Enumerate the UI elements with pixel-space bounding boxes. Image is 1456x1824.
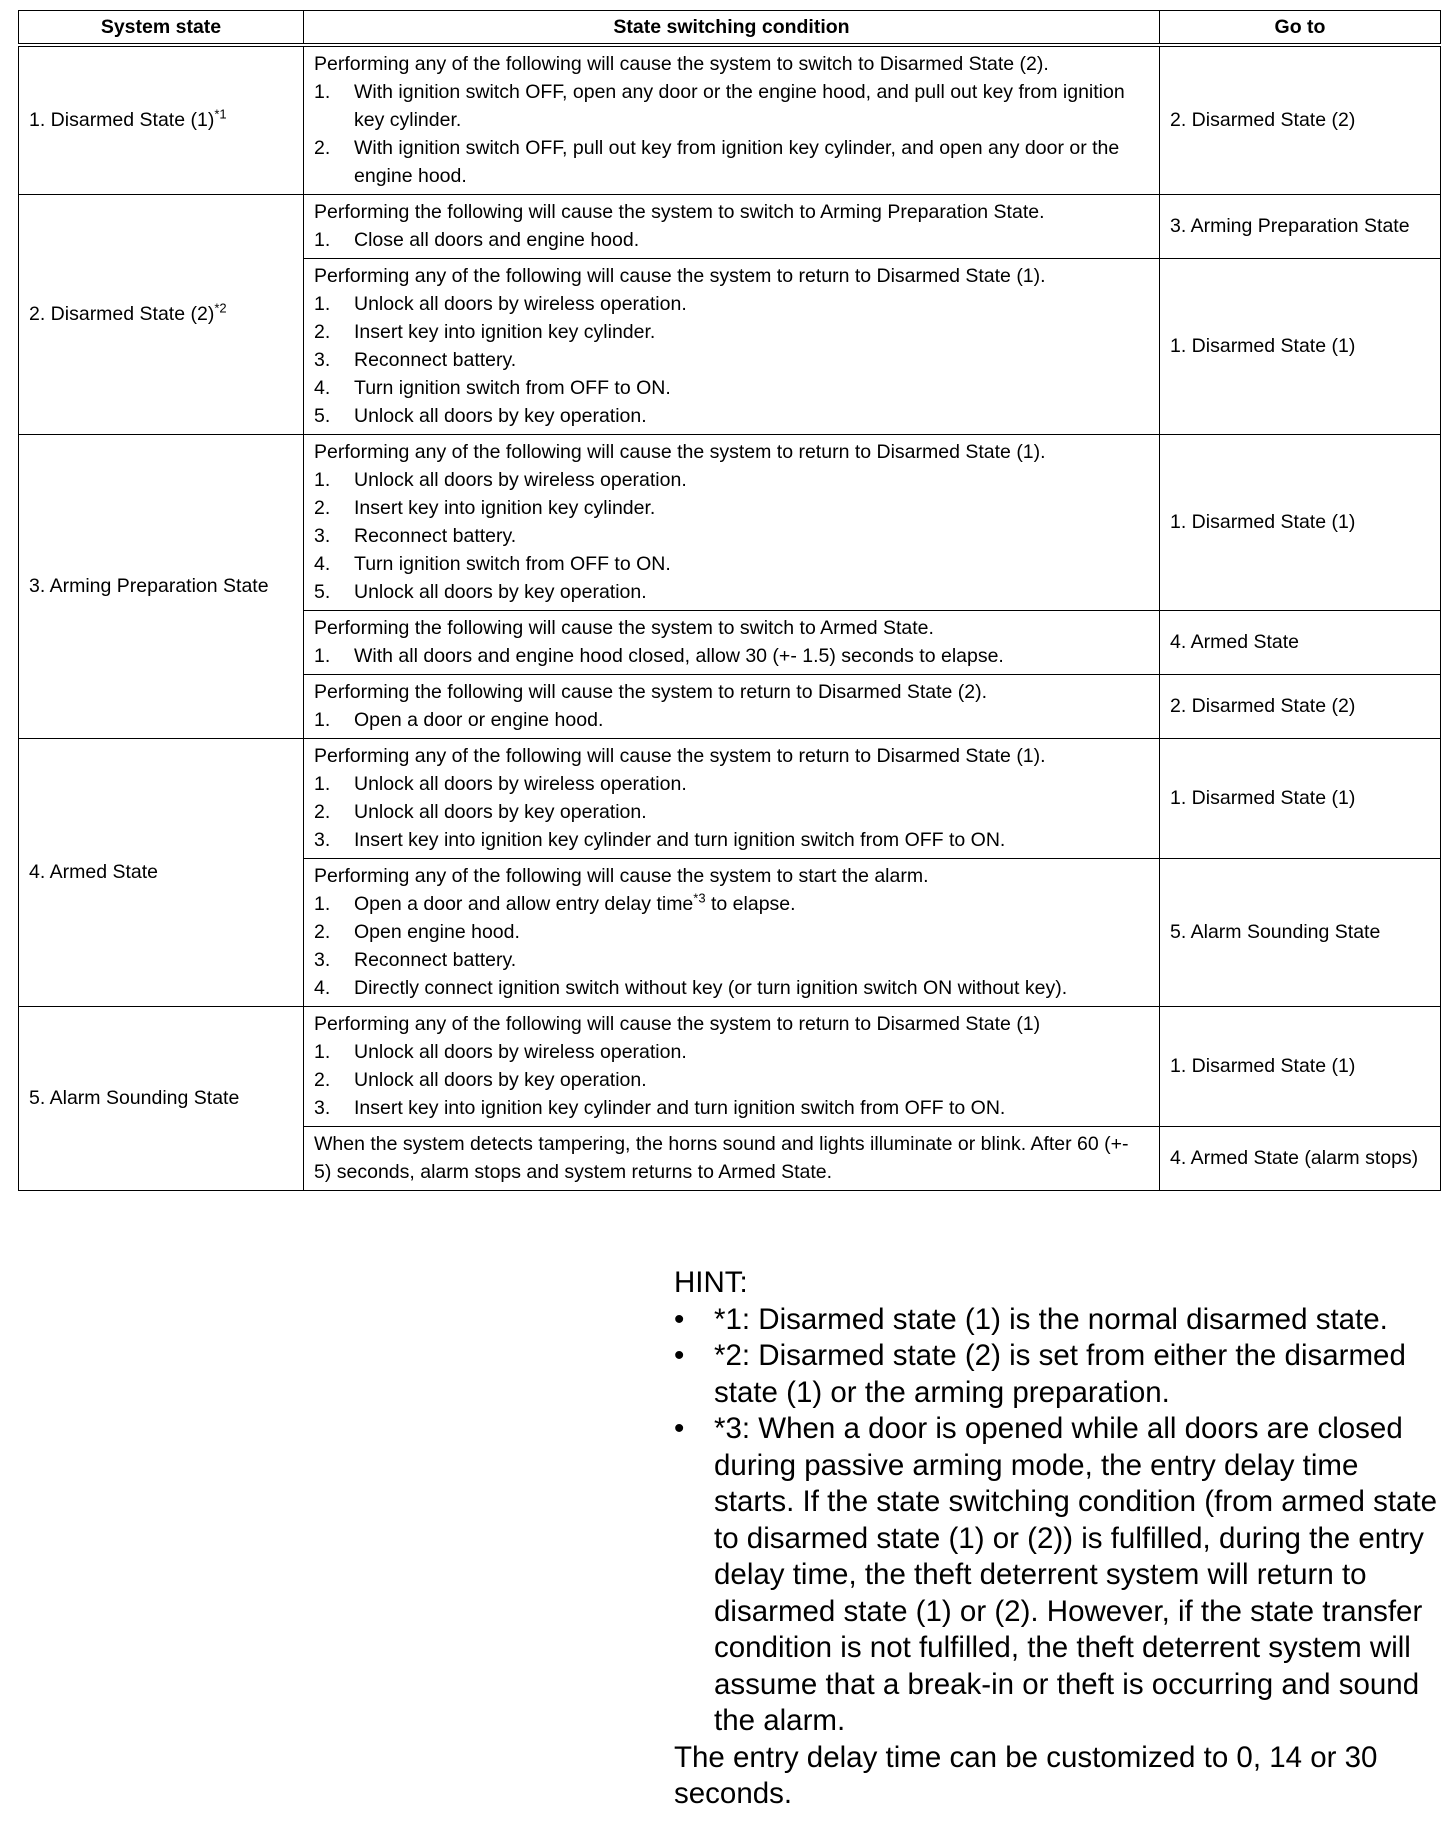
item-number: 5. <box>314 581 331 603</box>
state-label: 3. Arming Preparation State <box>29 575 269 597</box>
goto-cell: 3. Arming Preparation State <box>1160 195 1441 259</box>
state-cell <box>19 739 304 1007</box>
item-text: Turn ignition switch from OFF to ON. <box>354 377 671 399</box>
condition-cell <box>304 611 1160 675</box>
state-label: 2. Disarmed State (2) <box>29 303 215 325</box>
goto-cell: 1. Disarmed State (1) <box>1160 739 1441 859</box>
item-text: Reconnect battery. <box>354 525 517 547</box>
item-number: 3. <box>314 525 331 547</box>
condition-item <box>314 974 1149 1002</box>
condition-lead: Performing the following will cause the system to switch to Arming Preparation State. <box>314 201 1045 223</box>
goto-cell: 4. Armed State (alarm stops) <box>1160 1127 1441 1191</box>
item-text: Unlock all doors by wireless operation. <box>354 469 687 491</box>
item-text: Insert key into ignition key cylinder and turn ignition switch from OFF to ON. <box>354 1097 1006 1119</box>
state-label: 4. Armed State <box>29 861 158 883</box>
condition-item <box>314 642 1149 670</box>
state-label: 1. Disarmed State (1) <box>29 109 215 131</box>
item-text-after: to elapse. <box>705 893 796 915</box>
condition-cell <box>304 435 1160 611</box>
item-number: 1. <box>314 469 331 491</box>
table-row <box>19 195 1441 259</box>
condition-lead: Performing any of the following will cause the system to return to Disarmed State (1). <box>314 745 1046 767</box>
state-cell <box>19 45 304 195</box>
header-condition: State switching condition <box>304 11 1160 46</box>
item-text: Close all doors and engine hood. <box>354 229 640 251</box>
item-number: 2. <box>314 1069 331 1091</box>
item-text: Unlock all doors by key operation. <box>354 581 647 603</box>
condition-item <box>314 1038 1149 1066</box>
item-number: 4. <box>314 977 331 999</box>
item-text: With ignition switch OFF, open any door or the engine hood, and pull out key from ignition key cylinder. <box>354 81 1125 131</box>
header-go-to: Go to <box>1160 11 1441 46</box>
condition-lead: Performing the following will cause the system to return to Disarmed State (2). <box>314 681 988 703</box>
item-text: Open a door and allow entry delay time <box>354 893 694 915</box>
item-text: Reconnect battery. <box>354 349 517 371</box>
condition-item <box>314 290 1149 318</box>
item-number: 1. <box>314 645 331 667</box>
condition-lead: When the system detects tampering, the horns sound and lights illuminate or blink. After 60 (+- 5) seconds, alarm stops and system returns to Armed State. <box>314 1133 1129 1183</box>
condition-lead: Performing any of the following will cause the system to switch to Disarmed State (2). <box>314 53 1049 75</box>
condition-lead: Performing any of the following will cause the system to start the alarm. <box>314 865 929 887</box>
header-row <box>19 11 1441 46</box>
condition-cell <box>304 1007 1160 1127</box>
condition-list <box>314 1038 1149 1122</box>
goto-cell: 1. Disarmed State (1) <box>1160 1007 1441 1127</box>
item-text: Insert key into ignition key cylinder. <box>354 321 656 343</box>
condition-item <box>314 346 1149 374</box>
condition-cell <box>304 259 1160 435</box>
state-cell <box>19 1007 304 1191</box>
item-number: 3. <box>314 829 331 851</box>
condition-cell <box>304 859 1160 1007</box>
item-number: 3. <box>314 349 331 371</box>
condition-item <box>314 78 1149 134</box>
hint-extra: The entry delay time can be customized to 0, 14 or 30 seconds. <box>674 1740 1378 1810</box>
hint-text: *3: When a door is opened while all doors are closed during passive arming mode, the entry delay time starts. If the state switching condition (from armed state to disarmed state (1) or (2)) is fulfilled, during the entry delay time, the theft deterrent system will return to disarmed state (1) or (2). However, if the state transfer condition is not fulfilled, the theft deterrent system will assume that a break-in or theft is occurring and sound the alarm. <box>714 1412 1438 1737</box>
item-number: 2. <box>314 801 331 823</box>
item-text: Open a door or engine hood. <box>354 709 604 731</box>
condition-list <box>314 642 1149 670</box>
condition-item <box>314 946 1149 974</box>
condition-item <box>314 770 1149 798</box>
condition-item <box>314 226 1149 254</box>
condition-item <box>314 918 1149 946</box>
item-number: 2. <box>314 497 331 519</box>
goto-cell: 1. Disarmed State (1) <box>1160 435 1441 611</box>
hint-text: *1: Disarmed state (1) is the normal disarmed state. <box>714 1302 1388 1336</box>
goto-cell: 2. Disarmed State (2) <box>1160 675 1441 739</box>
condition-cell <box>304 195 1160 259</box>
state-cell <box>19 195 304 435</box>
state-note: *1 <box>214 106 227 122</box>
condition-list <box>314 290 1149 430</box>
item-text: Directly connect ignition switch without key (or turn ignition switch ON without key). <box>354 977 1068 999</box>
bullet-icon: • <box>674 1302 685 1336</box>
header-system-state: System state <box>19 11 304 46</box>
bullet-icon: • <box>674 1339 685 1372</box>
condition-list <box>314 78 1149 190</box>
condition-item <box>314 706 1149 734</box>
condition-item <box>314 522 1149 550</box>
condition-list <box>314 466 1149 606</box>
item-number: 1. <box>314 229 331 251</box>
item-text: Unlock all doors by key operation. <box>354 405 647 427</box>
condition-cell <box>304 739 1160 859</box>
item-number: 2. <box>314 137 331 159</box>
state-note: *2 <box>214 300 227 316</box>
item-text: Unlock all doors by wireless operation. <box>354 1041 687 1063</box>
condition-item <box>314 578 1149 606</box>
item-number: 1. <box>314 773 331 795</box>
state-cell <box>19 435 304 739</box>
condition-lead: Performing any of the following will cause the system to return to Disarmed State (1). <box>314 265 1046 287</box>
hint-title: HINT: <box>674 1266 748 1299</box>
hint-list <box>674 1302 1444 1740</box>
goto-cell: 1. Disarmed State (1) <box>1160 259 1441 435</box>
goto-cell: 2. Disarmed State (2) <box>1160 45 1441 195</box>
item-text: Unlock all doors by key operation. <box>354 1069 647 1091</box>
item-number: 4. <box>314 377 331 399</box>
item-text: With ignition switch OFF, pull out key from ignition key cylinder, and open any door or the engine hood. <box>354 137 1120 187</box>
condition-item <box>314 550 1149 578</box>
condition-item <box>314 1094 1149 1122</box>
condition-list <box>314 706 1149 734</box>
item-number: 3. <box>314 1097 331 1119</box>
condition-item <box>314 134 1149 190</box>
table-row <box>19 45 1441 195</box>
hint-item <box>674 1302 1444 1339</box>
item-number: 1. <box>314 293 331 315</box>
item-note: *3 <box>693 890 706 906</box>
condition-cell <box>304 675 1160 739</box>
condition-list <box>314 890 1149 1002</box>
hint-text: *2: Disarmed state (2) is set from either the disarmed state (1) or the arming preparation. <box>714 1339 1406 1409</box>
hint-section <box>674 1265 1444 1813</box>
hint-item <box>674 1411 1444 1740</box>
condition-item <box>314 890 1149 918</box>
item-number: 2. <box>314 321 331 343</box>
condition-list <box>314 226 1149 254</box>
condition-item <box>314 402 1149 430</box>
condition-item <box>314 798 1149 826</box>
item-text: Unlock all doors by wireless operation. <box>354 293 687 315</box>
table-row <box>19 1007 1441 1127</box>
goto-cell: 5. Alarm Sounding State <box>1160 859 1441 1007</box>
table-row <box>19 435 1441 611</box>
item-number: 4. <box>314 553 331 575</box>
condition-lead: Performing the following will cause the system to switch to Armed State. <box>314 617 934 639</box>
condition-item <box>314 374 1149 402</box>
state-label: 5. Alarm Sounding State <box>29 1087 240 1109</box>
item-number: 1. <box>314 1041 331 1063</box>
condition-list <box>314 770 1149 854</box>
item-text: With all doors and engine hood closed, allow 30 (+- 1.5) seconds to elapse. <box>354 645 1004 667</box>
condition-item <box>314 494 1149 522</box>
item-number: 1. <box>314 893 331 915</box>
item-text: Open engine hood. <box>354 921 520 943</box>
item-text: Unlock all doors by wireless operation. <box>354 773 687 795</box>
condition-item <box>314 318 1149 346</box>
item-text: Unlock all doors by key operation. <box>354 801 647 823</box>
item-number: 5. <box>314 405 331 427</box>
item-number: 3. <box>314 949 331 971</box>
condition-lead: Performing any of the following will cause the system to return to Disarmed State (1) <box>314 1013 1041 1035</box>
item-text: Reconnect battery. <box>354 949 517 971</box>
table-body <box>19 45 1441 1191</box>
item-number: 2. <box>314 921 331 943</box>
goto-cell: 4. Armed State <box>1160 611 1441 675</box>
condition-cell <box>304 45 1160 195</box>
item-text: Insert key into ignition key cylinder and turn ignition switch from OFF to ON. <box>354 829 1006 851</box>
condition-cell <box>304 1127 1160 1191</box>
hint-item <box>674 1338 1444 1411</box>
condition-item <box>314 826 1149 854</box>
item-number: 1. <box>314 81 331 103</box>
condition-item <box>314 466 1149 494</box>
condition-lead: Performing any of the following will cause the system to return to Disarmed State (1). <box>314 441 1046 463</box>
table-row <box>19 739 1441 859</box>
item-number: 1. <box>314 709 331 731</box>
bullet-icon: • <box>674 1412 685 1445</box>
item-text: Insert key into ignition key cylinder. <box>354 497 656 519</box>
item-text: Turn ignition switch from OFF to ON. <box>354 553 671 575</box>
state-table <box>18 10 1441 1191</box>
condition-item <box>314 1066 1149 1094</box>
